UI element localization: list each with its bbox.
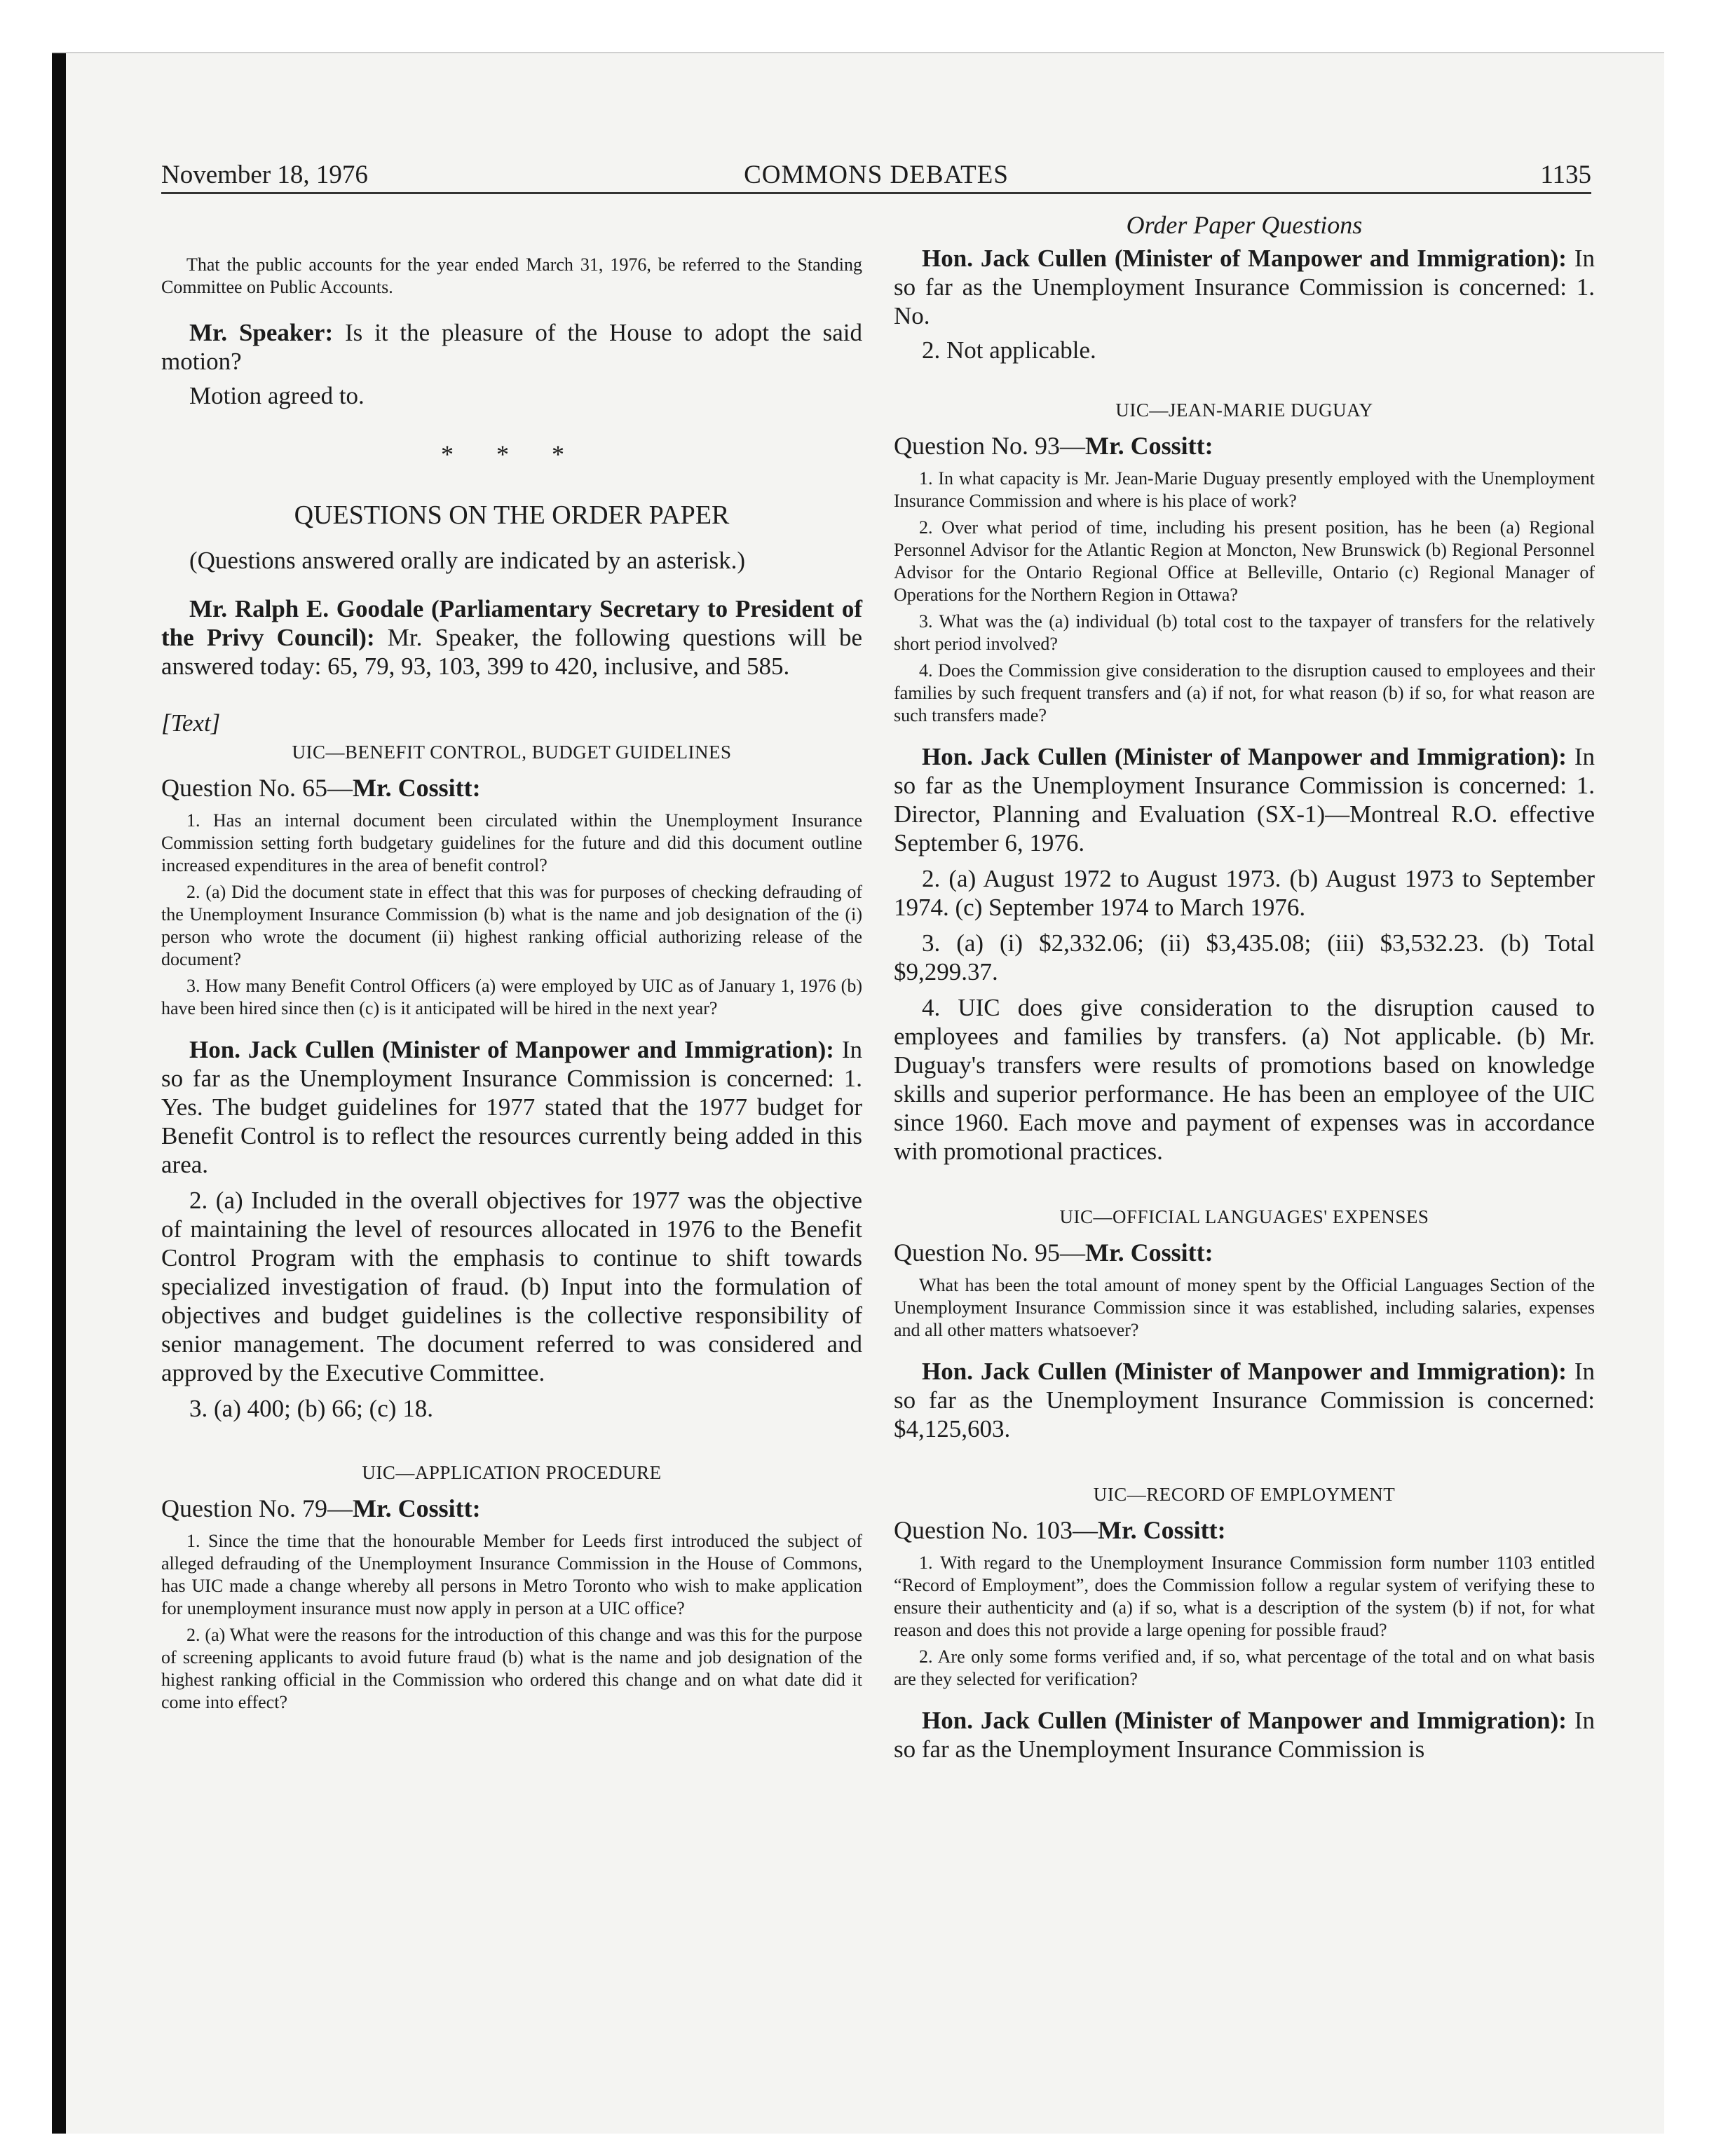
text-marker: [Text]: [161, 709, 221, 737]
right-column: [894, 210, 1595, 1763]
q103-answer-name: Hon. Jack Cullen (Minister of Manpower and Immigration):: [922, 1707, 1567, 1734]
q79-answer: [894, 244, 1595, 330]
q93-answer-4: 4. UIC does give consideration to the disruption caused to employees and families by transfers. (a) Not applicable. (b) Mr. Duguay's transfers were results of promotions based on knowledge skills and superior performance. He has been an employee of the UIC since 1960. Each move and payment of expenses was in accordance with promotional practices.: [894, 994, 1595, 1165]
q93-answer-name: Hon. Jack Cullen (Minister of Manpower and Immigration):: [922, 743, 1567, 770]
q95-label: Question No. 95—: [894, 1239, 1085, 1267]
q103-item: 2. Are only some forms verified and, if so, what percentage of the total and on what basis are they selected for verification?: [894, 1646, 1595, 1689]
q103-asker: Mr. Cossitt:: [1098, 1516, 1226, 1544]
q65-asker: Mr. Cossitt:: [353, 774, 481, 802]
q65-answer: [161, 1035, 862, 1179]
q93-label: Question No. 93—: [894, 432, 1085, 460]
q79-answer-text: In so far as the Unemployment Insurance Commission is concerned: 1. No.: [894, 245, 1595, 329]
q79-title: [161, 1494, 862, 1523]
q79-item: 2. (a) What were the reasons for the introduction of this change and was this for the purpose of screening applicants to avoid future fraud (b) what is the name and job designation of the highest ranking official in the Commission who ordered this change and on what date did it come into effect?: [161, 1625, 862, 1712]
q93-asker: Mr. Cossitt:: [1085, 432, 1213, 460]
q95-answer-lead: In so far as the Unemployment Insurance Commission is concerned: $4,125,603.: [894, 1358, 1595, 1442]
q79-label: Question No. 79—: [161, 1494, 353, 1522]
q93-answer: [894, 742, 1595, 857]
section-note: (Questions answered orally are indicated by an asterisk.): [189, 547, 746, 574]
q95-asker: Mr. Cossitt:: [1085, 1239, 1213, 1267]
q93-item: 2. Over what period of time, including his present position, has he been (a) Regional Personnel Advisor for the Atlantic Region at Moncton, New Brunswick (b) Regional Personnel Advisor for the Ontario Regional Office at Belleville, Ontario (c) Regional Manager of Operations for the Northern Region in Ottawa?: [894, 517, 1595, 605]
section-title: QUESTIONS ON THE ORDER PAPER: [294, 500, 730, 530]
q79-answer-name: Hon. Jack Cullen (Minister of Manpower and Immigration):: [922, 245, 1567, 272]
goodale-text: Mr. Speaker, the following questions will be answered today: 65, 79, 93, 103, 399 to 420, inclusive, and 585.: [161, 624, 862, 680]
goodale-name: Mr. Ralph E. Goodale (Parliamentary Secretary to President of the Privy Council):: [161, 595, 862, 651]
q65-answer-2: 2. (a) Included in the overall objectives for 1977 was the objective of maintaining the level of resources allocated in 1976 to the Benefit Control Program with the emphasis to continue to shift towards specialized investigation of fraud. (b) Input into the formulation of objectives and budget guidelines is the collective responsibility of senior management. The document referred to was considered and approved by the Executive Committee.: [161, 1187, 862, 1386]
q93-item: 1. In what capacity is Mr. Jean-Marie Duguay presently employed with the Unemployment Insurance Commission and where is his place of work?: [894, 468, 1595, 511]
left-column: [161, 210, 862, 1714]
q65-title: [161, 773, 862, 803]
q93-answer-lead: In so far as the Unemployment Insurance Commission is concerned: 1. Director, Planning and Evaluation (SX-1)—Montreal R.O. effective September 6, 1976.: [894, 743, 1595, 857]
q95-item: What has been the total amount of money spent by the Official Languages Section of the Unemployment Insurance Commission since it was established, including salaries, expenses and all other matters whatsoever?: [894, 1275, 1595, 1340]
q103-subhead: UIC—RECORD OF EMPLOYMENT: [1093, 1484, 1396, 1505]
goodale-paragraph: [161, 594, 862, 681]
q65-item: 3. How many Benefit Control Officers (a) were employed by UIC as of January 1, 1976 (b) have been hired since then (c) is it anticipated will be hired in the next year?: [161, 976, 862, 1018]
header-title: COMMONS DEBATES: [744, 161, 1009, 189]
q103-title: [894, 1515, 1595, 1545]
q93-answer-3: 3. (a) (i) $2,332.06; (ii) $3,435.08; (iii) $3,532.23. (b) Total $9,299.37.: [894, 929, 1595, 985]
q65-label: Question No. 65—: [161, 774, 353, 802]
q103-label: Question No. 103—: [894, 1516, 1098, 1544]
q95-title: [894, 1238, 1595, 1267]
header-date: November 18, 1976: [161, 161, 368, 189]
q93-subhead: UIC—JEAN-MARIE DUGUAY: [1115, 400, 1373, 421]
q65-answer-lead: In so far as the Unemployment Insurance Commission is concerned: 1. Yes. The budget guidelines for 1977 stated that the 1977 budget for Benefit Control is to reflect the resources currently being added in this area.: [161, 1036, 863, 1178]
motion-agreed: Motion agreed to.: [189, 382, 365, 409]
q93-item: 4. Does the Commission give consideration to the disruption caused to employees and their families by such frequent transfers and (a) if not, for what reason (b) if so, for what reason are such transfers made?: [894, 660, 1595, 725]
q79-answer-2: 2. Not applicable.: [922, 336, 1096, 364]
q65-answer-name: Hon. Jack Cullen (Minister of Manpower and Immigration):: [189, 1036, 834, 1063]
q95-answer-name: Hon. Jack Cullen (Minister of Manpower and Immigration):: [922, 1358, 1567, 1385]
speaker-name: Mr. Speaker:: [189, 319, 334, 346]
q95-answer: [894, 1357, 1595, 1443]
speaker-paragraph: [161, 318, 862, 376]
q65-subhead: UIC—BENEFIT CONTROL, BUDGET GUIDELINES: [292, 742, 732, 763]
q65-answer-3: 3. (a) 400; (b) 66; (c) 18.: [189, 1395, 433, 1422]
q79-item: 1. Since the time that the honourable Member for Leeds first introduced the subject of alleged defrauding of the Unemployment Insurance Commission in the House of Commons, has UIC made a change whereby all persons in Metro Toronto who wish to make application for unemployment insurance must now apply in person at a UIC office?: [161, 1531, 862, 1618]
page-header: [161, 160, 1591, 194]
q95-subhead: UIC—OFFICIAL LANGUAGES' EXPENSES: [1059, 1206, 1429, 1227]
q79-asker: Mr. Cossitt:: [353, 1494, 481, 1522]
q93-title: [894, 431, 1595, 460]
q65-item: 2. (a) Did the document state in effect that this was for purposes of checking defrauding of the Unemployment Insurance Commission (b) what is the name and job designation of the (i) person who wrote the document (ii) highest ranking official authorizing release of the document?: [161, 882, 862, 969]
q93-answer-2: 2. (a) August 1972 to August 1973. (b) August 1973 to September 1974. (c) September 1974 to March 1976.: [894, 865, 1595, 921]
q93-item: 3. What was the (a) individual (b) total cost to the taxpayer of transfers for the relatively short period involved?: [894, 611, 1595, 654]
section-separator: * * *: [441, 440, 583, 468]
q103-item: 1. With regard to the Unemployment Insurance Commission form number 1103 entitled “Record of Employment”, does the Commission follow a regular system of verifying these to ensure their authenticity and (a) if so, what is a description of the system (b) if not, for what reason and does this not provide a large opening for possible fraud?: [894, 1553, 1595, 1640]
speaker-text: Is it the pleasure of the House to adopt the said motion?: [161, 319, 862, 375]
q79-subhead: UIC—APPLICATION PROCEDURE: [362, 1462, 662, 1483]
scan-border: [52, 52, 66, 2134]
header-page-number: 1135: [1540, 161, 1591, 189]
q103-answer: [894, 1706, 1595, 1763]
motion-quote: That the public accounts for the year ended March 31, 1976, be referred to the Standing Committee on Public Accounts.: [161, 254, 862, 297]
running-head: Order Paper Questions: [1126, 211, 1363, 239]
q103-answer-lead: In so far as the Unemployment Insurance Commission is: [894, 1707, 1595, 1763]
q65-item: 1. Has an internal document been circulated within the Unemployment Insurance Commission setting forth budgetary guidelines for the future and did this document outline increased expenditures in the area of benefit control?: [161, 810, 862, 875]
